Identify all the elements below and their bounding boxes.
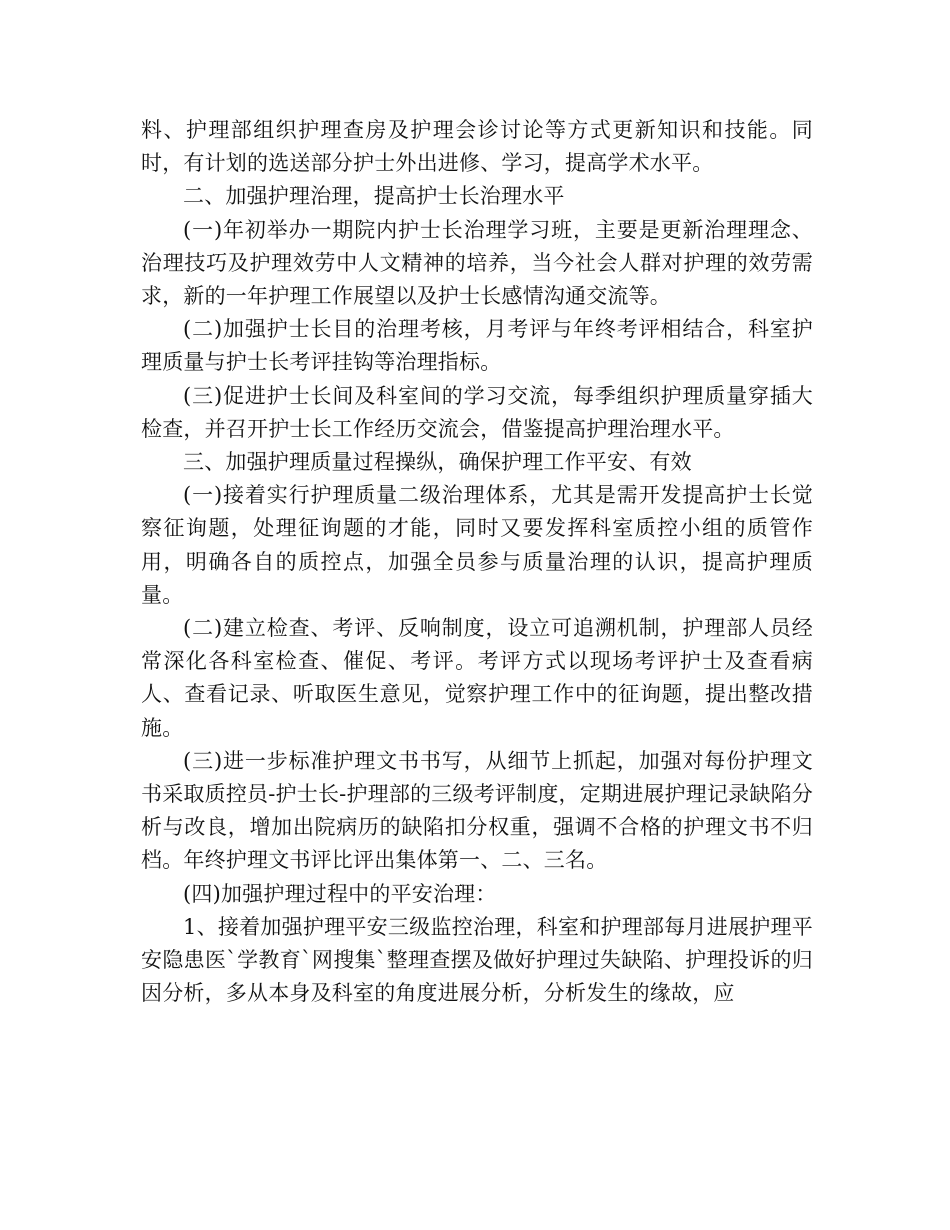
paragraph-3-2: (二)建立检查、考评、反响制度，设立可追溯机制，护理部人员经常深化各科室检查、催促、考评。考评方式以现场考评护士及查看病人、查看记录、听取医生意见，觉察护理工作中的征询题，提出整改措施。 <box>141 616 813 740</box>
paragraph-3-1: (一)接着实行护理质量二级治理体系，尤其是需开发提高护士长觉察征询题，处理征询题的才能，同时又要发挥科室质控小组的质管作用，明确各自的质控点，加强全员参与质量治理的认识，提高护理质量。 <box>141 483 813 607</box>
paragraph-2-2: (二)加强护士长目的治理考核，月考评与年终考评相结合，科室护理质量与护士长考评挂钩等治理指标。 <box>141 317 813 375</box>
heading-section-three: 三、加强护理质量过程操纵，确保护理工作平安、有效 <box>183 450 692 475</box>
paragraph-2-3: (三)促进护士长间及科室间的学习交流，每季组织护理质量穿插大检查，并召开护士长工作经历交流会，借鉴提高护理治理水平。 <box>141 383 813 441</box>
heading-section-two: 二、加强护理治理，提高护士长治理水平 <box>183 184 565 209</box>
paragraph-continuation: 料、护理部组织护理查房及护理会诊讨论等方式更新知识和技能。同时，有计划的选送部分护士外出进修、学习，提高学术水平。 <box>141 118 813 176</box>
heading-3-4: (四)加强护理过程中的平安治理： <box>183 881 497 906</box>
document-body <box>141 114 813 1010</box>
paragraph-2-1: (一)年初举办一期院内护士长治理学习班，主要是更新治理理念、治理技巧及护理效劳中人文精神的培养，当今社会人群对护理的效劳需求，新的一年护理工作展望以及护士长感情沟通交流等。 <box>141 217 813 309</box>
paragraph-3-3: (三)进一步标准护理文书书写，从细节上抓起，加强对每份护理文书采取质控员-护士长-护理部的三级考评制度，定期进展护理记录缺陷分析与改良，增加出院病历的缺陷扣分权重，强调不合格的护理文书不归档。年终护理文书评比评出集体第一、二、三名。 <box>141 748 813 873</box>
paragraph-3-4-1: 1、接着加强护理平安三级监控治理，科室和护理部每月进展护理平安隐患医`学教育`网搜集`整理查摆及做好护理过失缺陷、护理投诉的归因分析，多从本身及科室的角度进展分析，分析发生的缘故，应 <box>141 914 813 1006</box>
